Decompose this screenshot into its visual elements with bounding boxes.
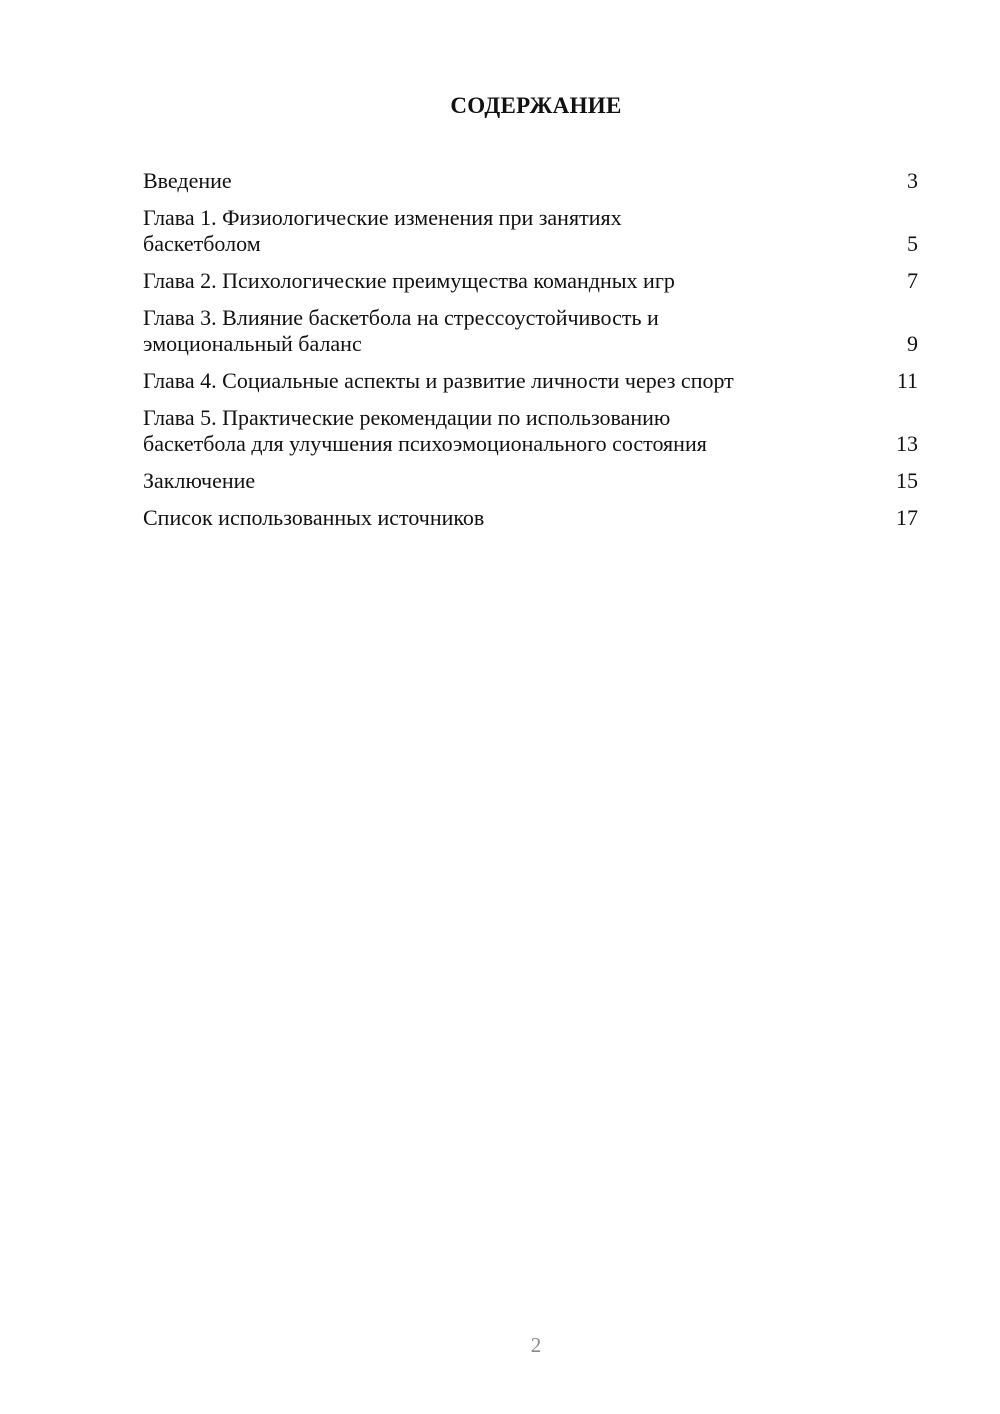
toc-entry-line: Введение (143, 168, 232, 193)
toc-entry-line: Глава 5. Практические рекомендации по использованию (143, 405, 671, 430)
toc-entry-title (143, 468, 843, 494)
toc-entry-title (143, 168, 843, 194)
toc-entry-chapter-3 (143, 305, 918, 357)
toc-entry-chapter-4 (143, 368, 918, 394)
toc-entry-line: эмоциональный баланс (143, 331, 362, 356)
toc-entry-line: Глава 3. Влияние баскетбола на стрессоустойчивость и (143, 305, 659, 330)
page-number: 2 (530, 1333, 542, 1357)
toc-entry-page-number: 5 (907, 231, 918, 256)
toc-entry-introduction (143, 168, 918, 194)
toc-entry-title (143, 505, 843, 531)
toc-entry-line: баскетболом (143, 231, 261, 256)
toc-entry-page-number: 13 (896, 431, 918, 456)
toc-entry-page-number: 17 (896, 505, 918, 530)
toc-entry-line: Глава 2. Психологические преимущества командных игр (143, 268, 675, 293)
page-title: СОДЕРЖАНИЕ (450, 93, 622, 118)
toc-entry-page-number: 9 (907, 331, 918, 356)
toc-entry-page-number: 3 (907, 168, 918, 193)
toc-entry-line: Глава 1. Физиологические изменения при занятиях (143, 205, 622, 230)
toc-entry-line: баскетбола для улучшения психоэмоционального состояния (143, 431, 707, 456)
toc-entry-chapter-2 (143, 268, 918, 294)
toc-entry-references (143, 505, 918, 531)
toc-entry-title (143, 205, 843, 257)
toc-entry-line: Список использованных источников (143, 505, 485, 530)
toc-entry-chapter-5 (143, 405, 918, 457)
toc-entry-title (143, 405, 843, 457)
toc-entry-conclusion (143, 468, 918, 494)
toc-entry-line: Глава 4. Социальные аспекты и развитие личности через спорт (143, 368, 734, 393)
toc-entry-page-number: 11 (896, 368, 918, 393)
toc-entry-page-number: 7 (907, 268, 918, 293)
toc-entry-title (143, 368, 843, 394)
toc-entry-chapter-1 (143, 205, 918, 257)
toc-entry-title (143, 305, 843, 357)
toc-entry-line: Заключение (143, 468, 256, 493)
table-of-contents (143, 168, 918, 542)
toc-entry-page-number: 15 (896, 468, 918, 493)
toc-entry-title (143, 268, 843, 294)
